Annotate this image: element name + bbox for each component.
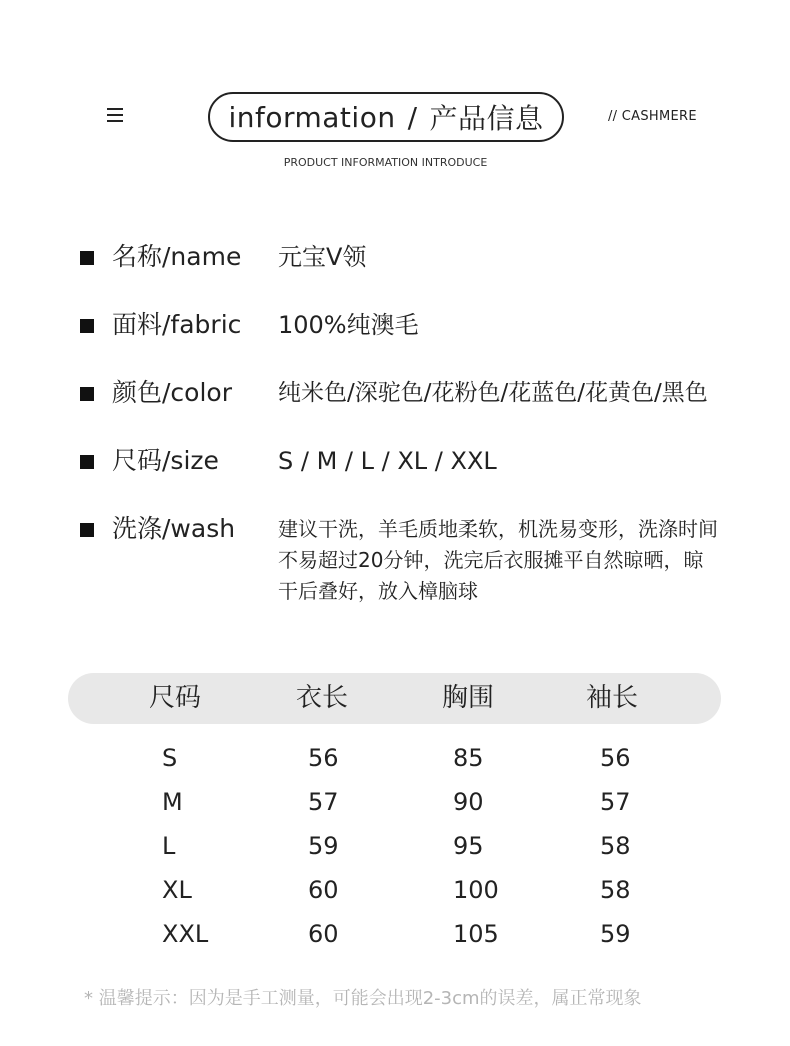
info-value: 纯米色/深驼色/花粉色/花蓝色/花黄色/黑色 — [278, 380, 708, 406]
measurement-note: * 温馨提示：因为是手工测量，可能会出现2-3cm的误差，属正常现象 — [84, 988, 642, 1009]
info-label: 洗涤/wash — [112, 514, 236, 543]
table-cell: M — [162, 788, 183, 816]
table-cell: 60 — [308, 920, 339, 948]
table-cell: 100 — [453, 876, 499, 904]
page-title — [208, 92, 564, 142]
info-row-fabric — [80, 308, 760, 348]
table-header-chest: 胸围 — [441, 683, 494, 713]
bullet-square — [80, 523, 94, 537]
info-label: 颜色/color — [112, 378, 232, 407]
table-cell: 59 — [600, 920, 631, 948]
info-value: 100%纯澳毛 — [278, 311, 419, 339]
info-row-name — [80, 240, 760, 280]
table-cell: XXL — [162, 920, 209, 948]
table-cell: 57 — [308, 788, 339, 816]
bullet-square — [80, 455, 94, 469]
menu-icon[interactable] — [107, 108, 123, 128]
info-value: 元宝V领 — [278, 243, 367, 271]
info-row-size — [80, 444, 760, 484]
table-cell: 58 — [600, 876, 631, 904]
info-row-wash — [80, 512, 760, 612]
bullet-square — [80, 387, 94, 401]
page-subtitle: PRODUCT INFORMATION INTRODUCE — [283, 156, 488, 169]
title-separator: / — [407, 100, 418, 134]
info-value: S / M / L / XL / XXL — [278, 447, 497, 475]
table-cell: XL — [162, 876, 192, 904]
brand-label: // CASHMERE — [608, 109, 697, 124]
bullet-square — [80, 319, 94, 333]
table-cell: 58 — [600, 832, 631, 860]
table-cell: 57 — [600, 788, 631, 816]
title-cn: 产品信息 — [429, 102, 544, 135]
info-value-wash: 建议干洗，羊毛质地柔软，机洗易变形，洗涤时间不易超过20分钟，洗完后衣服摊平自然晾晒，晾干后叠好，放入樟脑球 — [278, 517, 718, 603]
table-header-size: 尺码 — [148, 683, 201, 713]
table-cell: 59 — [308, 832, 339, 860]
table-cell: L — [162, 832, 176, 860]
table-cell: S — [162, 744, 178, 772]
table-header-sleeve: 袖长 — [585, 683, 638, 713]
table-header-length: 衣长 — [295, 683, 348, 713]
bullet-square — [80, 251, 94, 265]
info-label: 尺码/size — [112, 446, 219, 475]
table-cell: 56 — [308, 744, 339, 772]
table-cell: 56 — [600, 744, 631, 772]
info-row-color — [80, 376, 760, 416]
info-label: 面料/fabric — [112, 310, 242, 339]
title-en: information — [228, 100, 396, 134]
table-cell: 85 — [453, 744, 484, 772]
table-cell: 60 — [308, 876, 339, 904]
table-cell: 95 — [453, 832, 484, 860]
info-label: 名称/name — [112, 242, 242, 271]
table-cell: 105 — [453, 920, 499, 948]
table-cell: 90 — [453, 788, 484, 816]
